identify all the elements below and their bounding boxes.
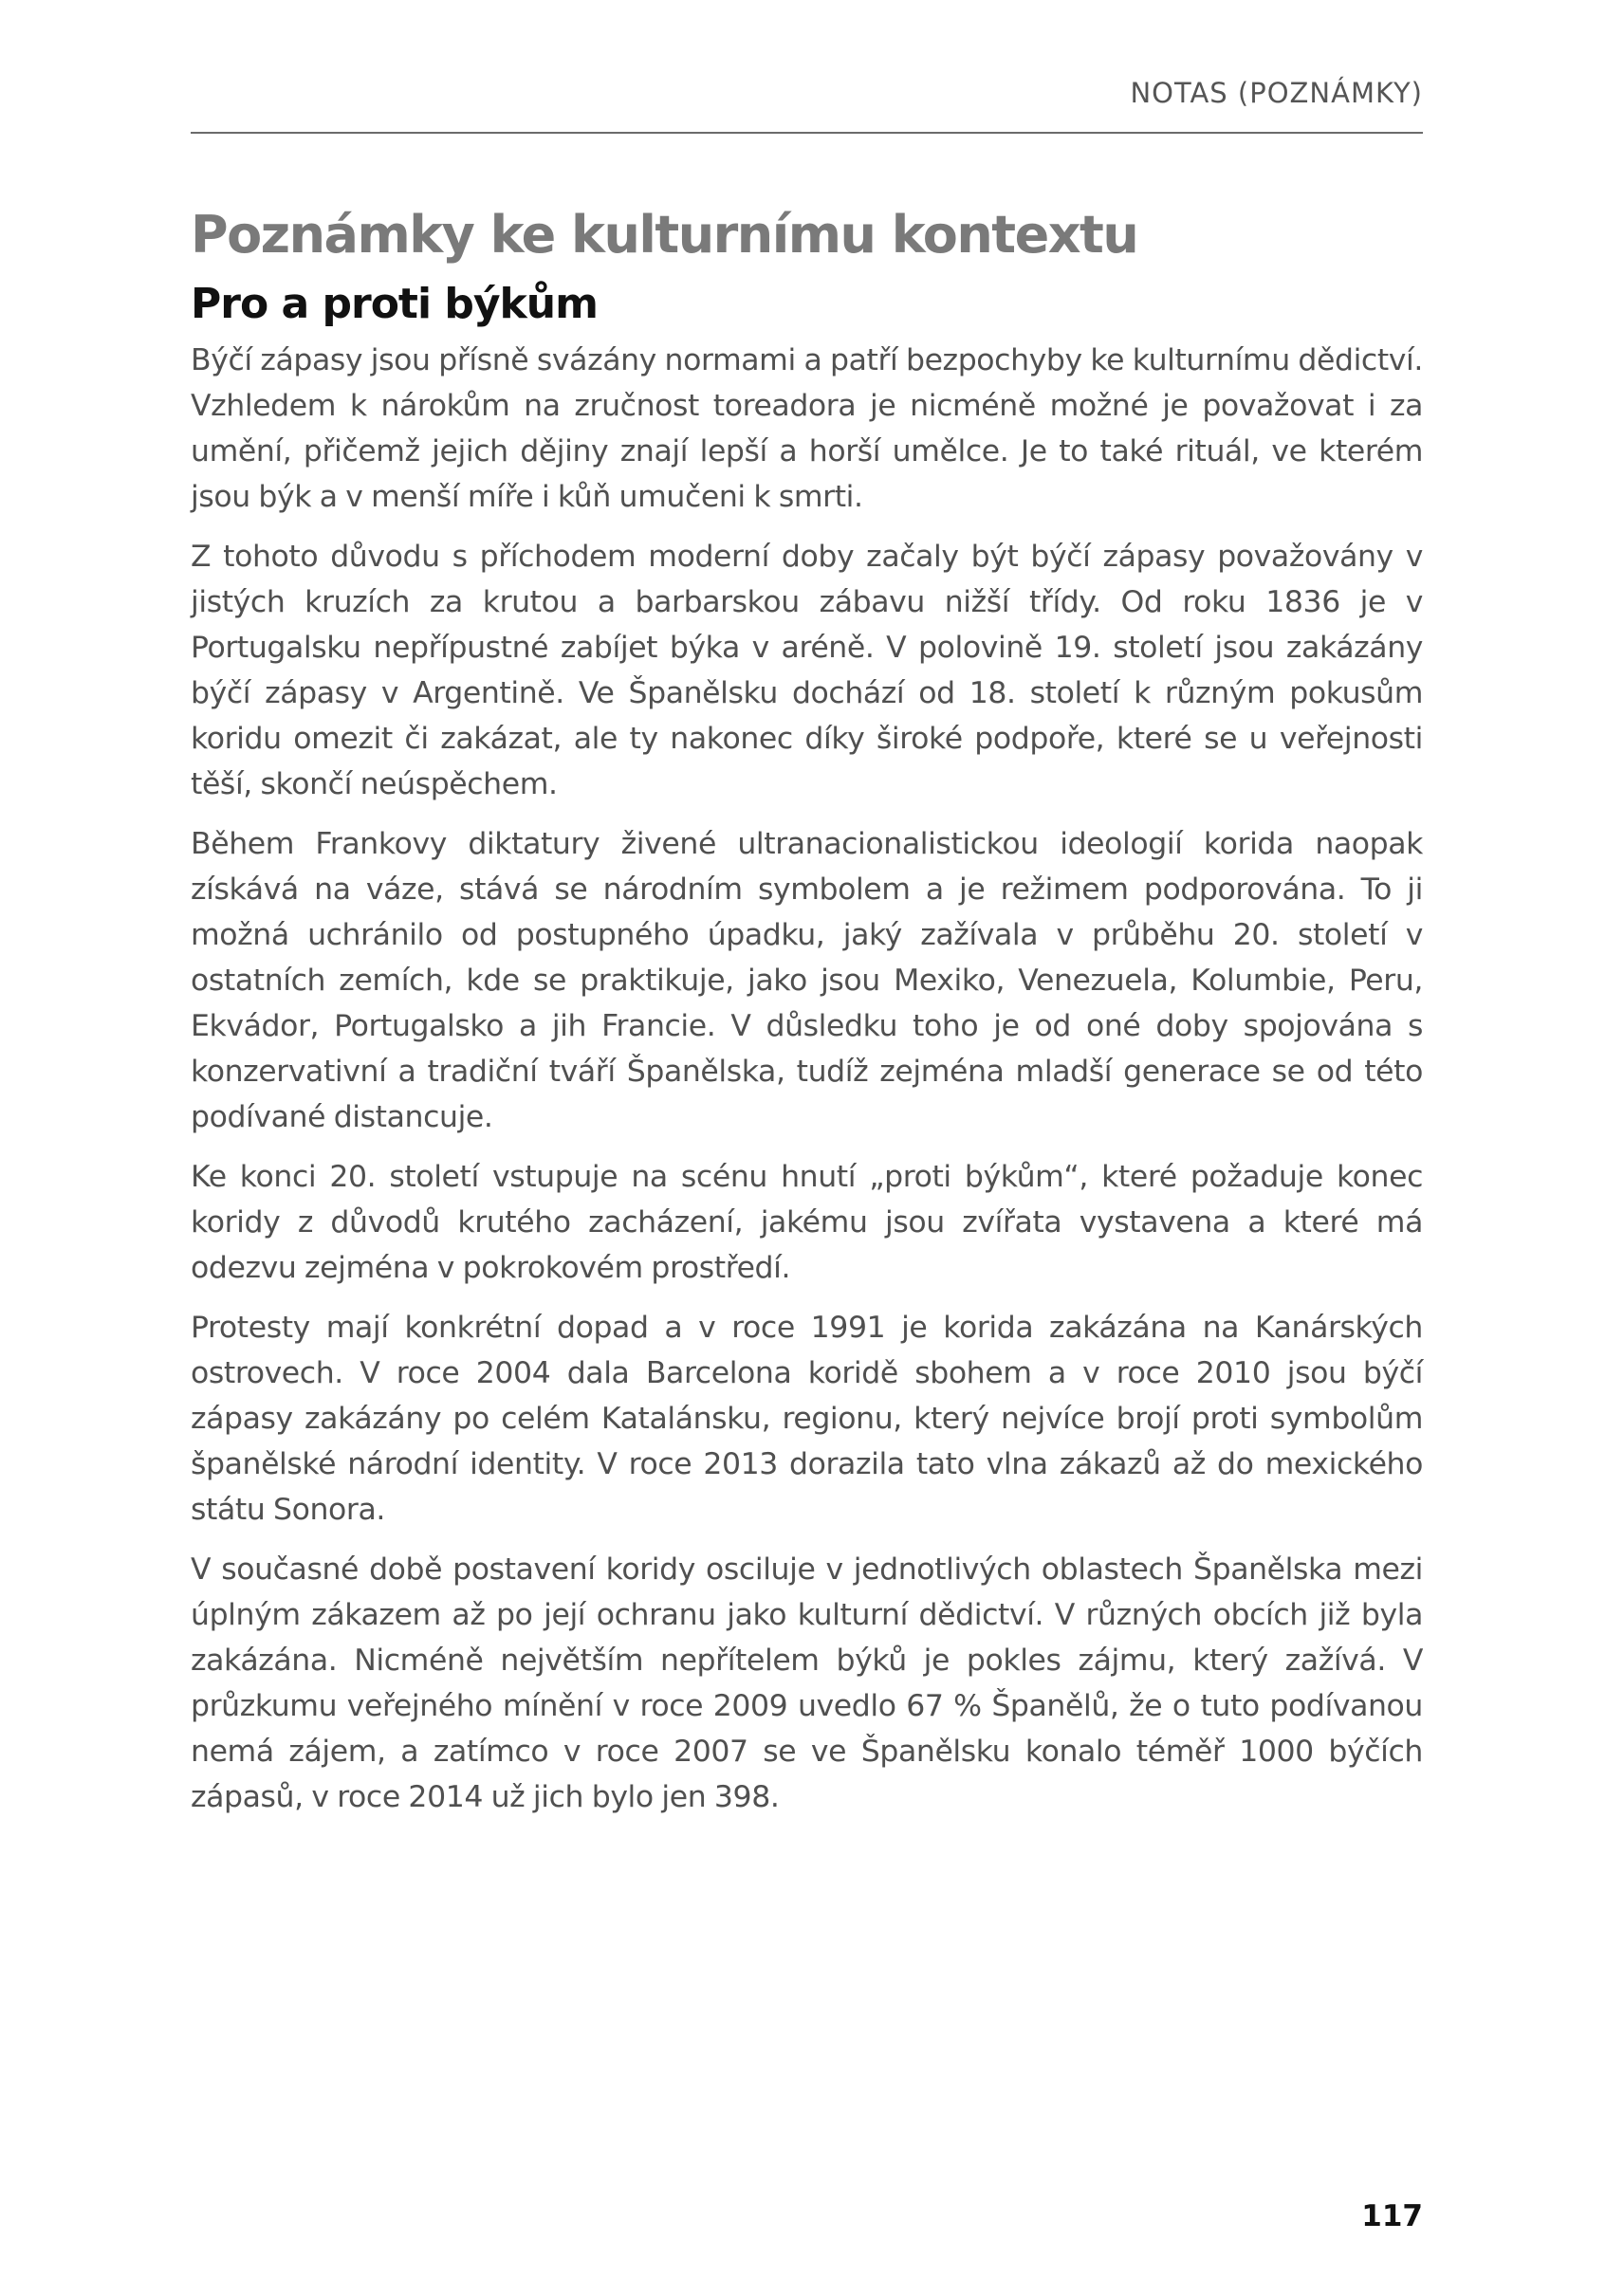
paragraph: Během Frankovy diktatury živené ultranacionalistickou ideologií korida naopak získává na váze, stává se národním symbolem a je režimem podporována. To ji možná uchránilo od postupného úpadku, jaký zažívala v průběhu 20. století v ostatních zemích, kde se praktikuje, jako jsou Mexiko, Venezuela, Kolumbie, Peru, Ekvádor, Portugalsko a jih Francie. V důsledku toho je od oné doby spojována s konzervativní a tradiční tváří Španělska, tudíž zejména mladší generace se od této podívané distancuje.	[191, 827, 1423, 1134]
paragraph: Býčí zápasy jsou přísně svázány normami a patří bezpochyby ke kulturnímu dědictví. Vzhledem k nárokům na zručnost toreadora je nicméně možné je považovat i za umění, přičemž jejich dějiny znají lepší a horší umělce. Je to také rituál, ve kterém jsou býk a v menší míře i kůň umučeni k smrti.	[191, 343, 1423, 514]
header-divider	[191, 132, 1423, 134]
page-number: 117	[1361, 2199, 1423, 2233]
running-header: NOTAS (POZNÁMKY)	[1130, 77, 1423, 109]
paragraph: Protesty mají konkrétní dopad a v roce 1991 je korida zakázána na Kanárských ostrovech. V roce 2004 dala Barcelona koridě sbohem a v roce 2010 jsou býčí zápasy zakázány po celém Katalánsku, regionu, který nejvíce brojí proti symbolům španělské národní identity. V roce 2013 dorazila tato vlna zákazů až do mexického státu Sonora.	[191, 1311, 1423, 1527]
paragraph: Z tohoto důvodu s příchodem moderní doby začaly být býčí zápasy považovány v jistých kruzích za krutou a barbarskou zábavu nižší třídy. Od roku 1836 je v Portugalsku nepřípustné zabíjet býka v aréně. V polovině 19. století jsou zakázány býčí zápasy v Argentině. Ve Španělsku dochází od 18. století k různým pokusům koridu omezit či zakázat, ale ty nakonec díky široké podpoře, které se u veřejnosti těší, skončí neúspěchem.	[191, 540, 1423, 801]
main-content	[191, 197, 1423, 1834]
paragraph: Ke konci 20. století vstupuje na scénu hnutí „proti býkům“, které požaduje konec koridy z důvodů krutého zacházení, jakému jsou zvířata vystavena a které má odezvu zejména v pokrokovém prostředí.	[191, 1160, 1423, 1285]
paragraph: V současné době postavení koridy osciluje v jednotlivých oblastech Španělska mezi úplným zákazem až po její ochranu jako kulturní dědictví. V různých obcích již byla zakázána. Nicméně největším nepřítelem býků je pokles zájmu, který zažívá. V průzkumu veřejného mínění v roce 2009 uvedlo 67 % Španělů, že o tuto podívanou nemá zájem, a zatímco v roce 2007 se ve Španělsku konalo téměř 1000 býčích zápasů, v roce 2014 už jich bylo jen 398.	[191, 1552, 1423, 1814]
section-title: Poznámky ke kulturnímu kontextu	[191, 205, 1138, 265]
subsection-title: Pro a proti býkům	[191, 280, 598, 328]
